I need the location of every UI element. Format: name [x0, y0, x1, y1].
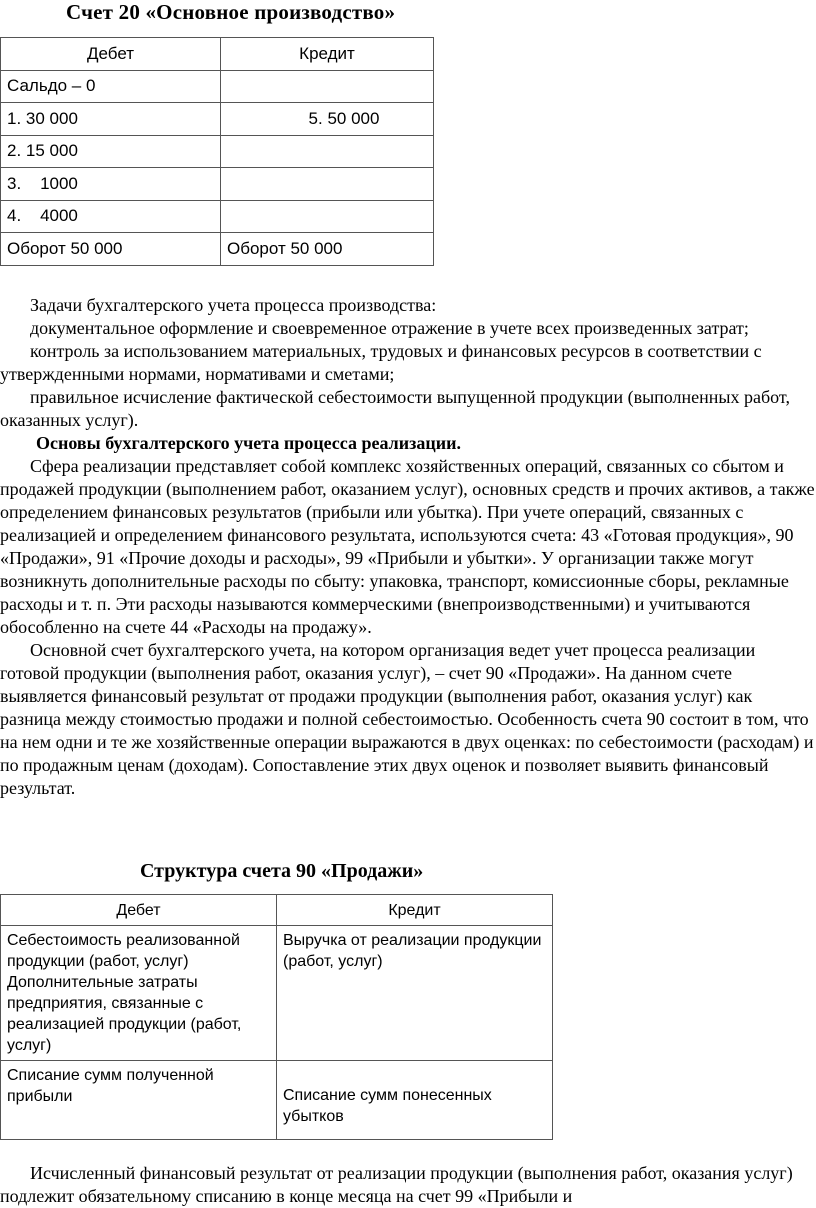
- credit-cell: [221, 168, 434, 201]
- paragraph: Задачи бухгалтерского учета процесса производства:: [30, 295, 437, 315]
- credit-header: Кредит: [221, 38, 434, 71]
- debit-cell: 4. 4000: [1, 200, 221, 233]
- account-20-table: [0, 37, 434, 266]
- table-header-row: [1, 38, 434, 71]
- paragraph: Исчисленный финансовый результат от реализации продукции (выполнения работ, оказания услуг) подлежит обязательному списанию в конце месяца на счет 99 «Прибыли и: [0, 1163, 793, 1206]
- debit-cell: 3. 1000: [1, 168, 221, 201]
- table-row: [1, 926, 553, 1061]
- table-row: [1, 1061, 553, 1140]
- table-header-row: [1, 895, 553, 926]
- credit-cell: 5. 50 000: [221, 103, 434, 136]
- debit-line: Себестоимость реализованной продукции (работ, услуг): [7, 932, 240, 970]
- debit-header: Дебет: [1, 895, 277, 926]
- table-row: [1, 103, 434, 136]
- table90-title: Структура счета 90 «Продажи»: [140, 860, 424, 882]
- debit-header: Дебет: [1, 38, 221, 71]
- table-row: [1, 200, 434, 233]
- account-90-table: [0, 894, 553, 1140]
- table-row: [1, 135, 434, 168]
- table-row: [1, 70, 434, 103]
- credit-cell: [221, 70, 434, 103]
- debit-cell: [1, 926, 277, 1061]
- debit-cell: Оборот 50 000: [1, 233, 221, 266]
- body-text-block-1: [0, 294, 816, 800]
- debit-cell: Списание сумм полученной прибыли: [1, 1061, 277, 1140]
- paragraph: контроль за использованием материальных, трудовых и финансовых ресурсов в соответствии с утвержденными нормами, нормативами и сметами;: [0, 341, 762, 384]
- table20-title: Счет 20 «Основное производство»: [66, 0, 396, 24]
- debit-cell: 1. 30 000: [1, 103, 221, 136]
- debit-cell: Сальдо – 0: [1, 70, 221, 103]
- paragraph: Основной счет бухгалтерского учета, на котором организация ведет учет процесса реализации готовой продукции (выполнения работ, оказания услуг), – счет 90 «Продажи». На данном счете выявляется финансовый результат от продажи продукции (выполнения работ, оказания услуг) как разница между стоимостью продажи и полной себестоимостью. Особенность счета 90 состоит в том, что на нем одни и те же хозяйственные операции выражаются в двух оценках: по себестоимости (расходам) и по продажным ценам (доходам). Сопоставление этих двух оценок и позволяет выявить финансовый результат.: [0, 640, 814, 798]
- section-heading: Основы бухгалтерского учета процесса реализации.: [36, 433, 461, 453]
- body-text-block-2: [0, 1162, 816, 1208]
- table-row: [1, 233, 434, 266]
- paragraph: Сфера реализации представляет собой комплекс хозяйственных операций, связанных со сбытом и продажей продукции (выполнением работ, оказанием услуг), основных средств и прочих активов, а также определением финансовых результатов (прибыли или убытка). При учете операций, связанных с реализацией и определением финансового результата, используются счета: 43 «Готовая продукция», 90 «Продажи», 91 «Прочие доходы и расходы», 99 «Прибыли и убытки». У организации также могут возникнуть дополнительные расходы по сбыту: упаковка, транспорт, комиссионные сборы, рекламные расходы и т. п. Эти расходы называются коммерческими (внепроизводственными) и учитываются обособленно на счете 44 «Расходы на продажу».: [0, 456, 815, 637]
- credit-cell: [221, 135, 434, 168]
- paragraph: документальное оформление и своевременное отражение в учете всех произведенных затрат;: [30, 318, 749, 338]
- debit-line: Дополнительные затраты предприятия, связанные с реализацией продукции (работ, услуг): [7, 974, 242, 1054]
- paragraph: правильное исчисление фактической себестоимости выпущенной продукции (выполненных работ, оказанных услуг).: [0, 387, 790, 430]
- credit-cell: Оборот 50 000: [221, 233, 434, 266]
- credit-cell: [221, 200, 434, 233]
- credit-cell: Выручка от реализации продукции (работ, услуг): [277, 926, 553, 1061]
- credit-cell: Списание сумм понесенных убытков: [277, 1061, 553, 1140]
- table-row: [1, 168, 434, 201]
- debit-cell: 2. 15 000: [1, 135, 221, 168]
- credit-header: Кредит: [277, 895, 553, 926]
